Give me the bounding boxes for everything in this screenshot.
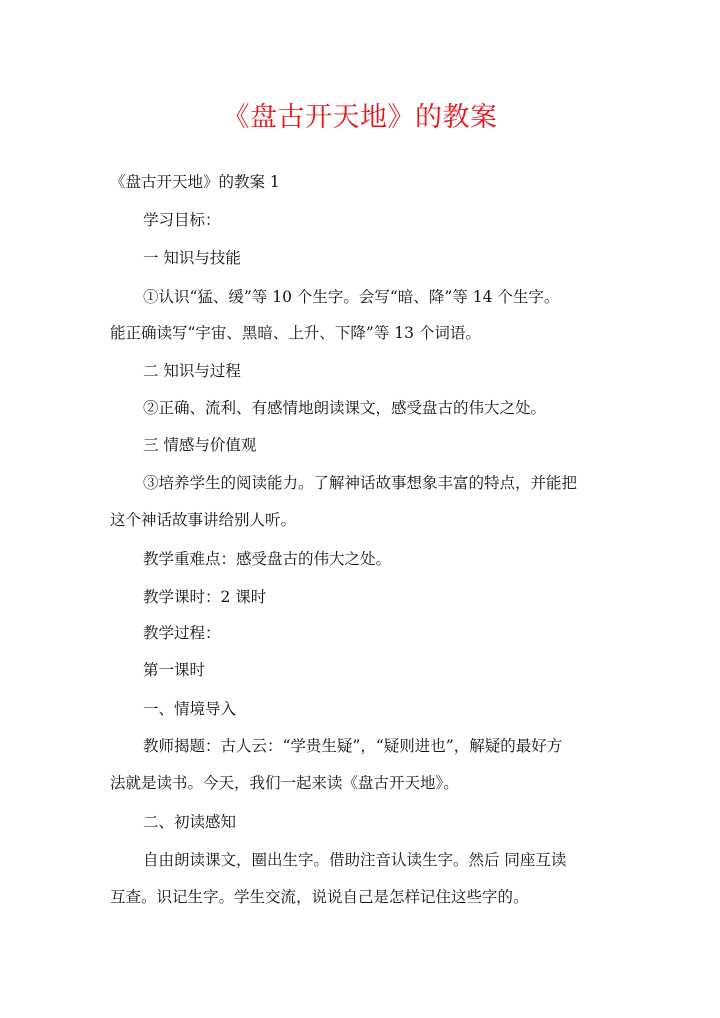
paragraph: 法就是读书。今天，我们一起来读《盘古开天地》。 xyxy=(110,774,459,792)
paragraph: 教学过程： xyxy=(143,624,221,642)
paragraph: 教师揭题：古人云：“学贵生疑”，“疑则进也”，解疑的最好方 xyxy=(143,737,563,755)
paragraph: 这个神话故事讲给别人听。 xyxy=(110,511,297,529)
paragraph: 互查。识记生字。学生交流，说说自己是怎样记住这些字的。 xyxy=(110,888,529,906)
paragraph: 二、初读感知 xyxy=(143,813,237,831)
paragraph: 自由朗读课文，圈出生字。借助注音认读生字。然后 同座互读 xyxy=(143,851,567,869)
paragraph: 二 知识与过程 xyxy=(143,362,241,380)
paragraph: 一、情境导入 xyxy=(143,700,237,718)
paragraph: 第一课时 xyxy=(143,661,206,679)
document-title: 《盘古开天地》的教案 xyxy=(222,102,498,133)
paragraph: 教学课时：2 课时 xyxy=(143,588,267,606)
paragraph: 一 知识与技能 xyxy=(143,249,241,267)
paragraph: 能正确读写“宇宙、黑暗、上升、下降”等 13 个词语。 xyxy=(110,324,481,342)
paragraph: ②正确、流利、有感情地朗读课文，感受盘古的伟大之处。 xyxy=(143,399,547,417)
section-heading: 《盘古开天地》的教案 1 xyxy=(110,173,280,191)
paragraph: ③培养学生的阅读能力。了解神话故事想象丰富的特点，并能把 xyxy=(143,474,578,492)
paragraph: ①认识“猛、缓”等 10 个生字。会写“暗、降”等 14 个生字。 xyxy=(143,288,560,306)
paragraph: 学习目标： xyxy=(143,211,221,229)
paragraph: 教学重难点：感受盘古的伟大之处。 xyxy=(143,550,392,568)
paragraph: 三 情感与价值观 xyxy=(143,436,257,454)
